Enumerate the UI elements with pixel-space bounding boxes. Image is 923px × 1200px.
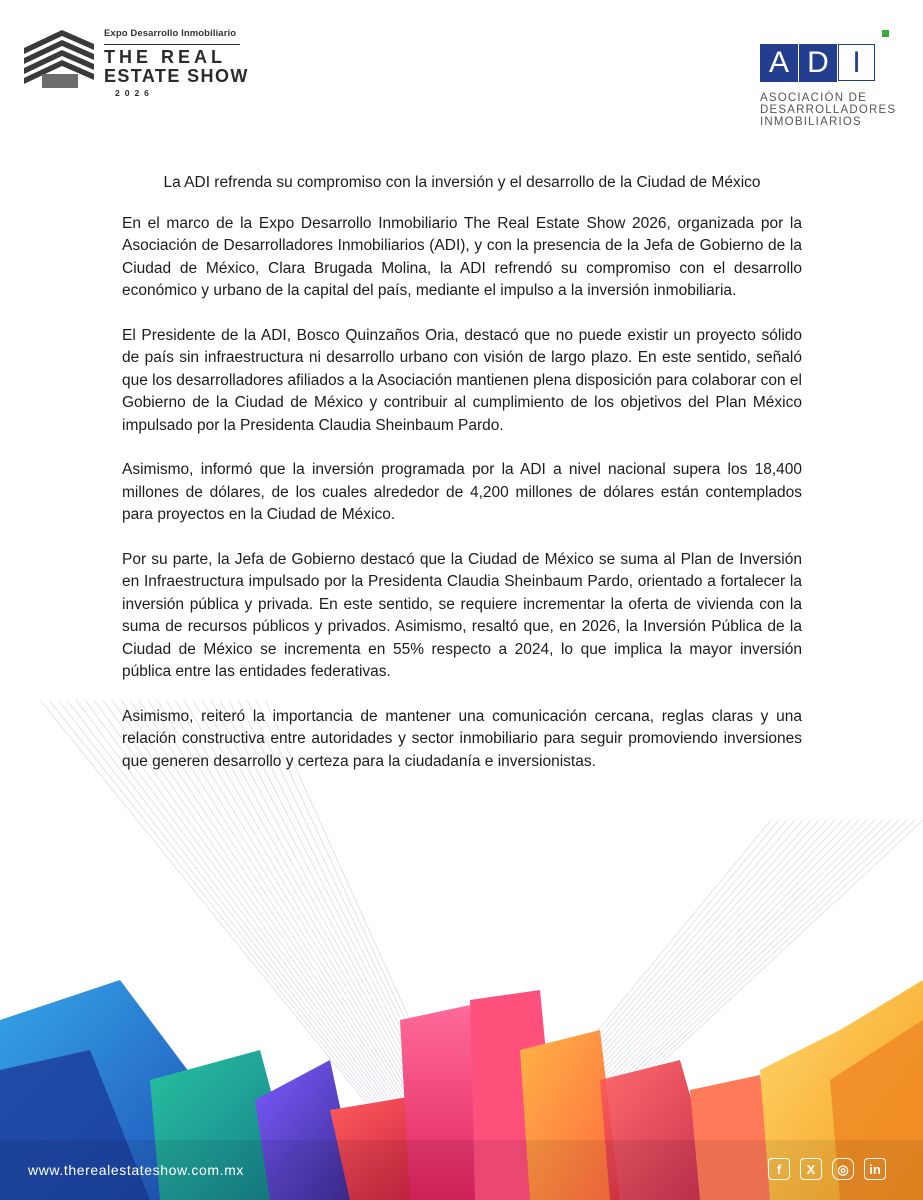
linkedin-icon[interactable]: in bbox=[864, 1158, 886, 1180]
paragraph-4: Por su parte, la Jefa de Gobierno destacó que la Ciudad de México se suma al Plan de Inversión en Infraestructura impulsado por la Presidenta Claudia Sheinbaum Pardo, orientado a fortalecer la inversión pública y privada. En este sentido, se requiere incrementar la oferta de vivienda con la suma de recursos públicos y privados. Asimismo, resaltó que, en 2026, la Inversión Pública de la Ciudad de México se incrementa en 55% respecto a 2024, lo que implica la mayor inversión pública entre las entidades federativas. bbox=[122, 550, 802, 680]
green-square-icon bbox=[882, 30, 889, 37]
paragraph-5: Asimismo, reiteró la importancia de mantener una comunicación cercana, reglas claras y una relación constructiva entre autoridades y sector inmobiliario para seguir promoviendo inversiones que generen desarrollo y certeza para la ciudadanía e inversionistas. bbox=[122, 707, 802, 770]
press-release-body bbox=[122, 172, 802, 795]
building-stripes-icon bbox=[22, 28, 96, 90]
logo-line-2: ESTATE SHOW bbox=[104, 66, 249, 86]
logo-divider bbox=[104, 44, 240, 45]
adi-logo bbox=[758, 30, 897, 140]
adi-letter-d: D bbox=[799, 44, 837, 82]
x-icon[interactable]: X bbox=[800, 1158, 822, 1180]
logo-year: 2026 bbox=[115, 88, 154, 98]
logo-line-1: THE REAL bbox=[104, 47, 226, 67]
paragraph-2: El Presidente de la ADI, Bosco Quinzaños Oria, destacó que no puede existir un proyecto sólido de país sin infraestructura ni desarrollo urbano con visión de largo plazo. En este sentido, señaló que los desarrolladores afiliados a la Asociación mantienen plena disposición para colaborar con el Gobierno de la Ciudad de México y contribuir al cumplimiento de los objetivos del Plan México impulsado por la Presidenta Claudia Sheinbaum Pardo. bbox=[122, 326, 802, 434]
real-estate-show-logo bbox=[22, 22, 249, 102]
adi-letter-a: A bbox=[760, 44, 798, 82]
adi-name-line-3: INMOBILIARIOS bbox=[760, 116, 862, 128]
adi-name bbox=[760, 92, 896, 128]
paragraph-1: En el marco de la Expo Desarrollo Inmobiliario The Real Estate Show 2026, organizada por la Asociación de Desarrolladores Inmobiliarios (ADI), y con la presencia de la Jefa de Gobierno de la Ciudad de México, Clara Brugada Molina, la ADI refrendó su compromiso con el desarrollo económico y urbano de la capital del país, mediante el impulso a la inversión inmobiliaria. bbox=[122, 214, 802, 299]
facebook-icon[interactable]: f bbox=[768, 1158, 790, 1180]
adi-name-line-1: ASOCIACIÓN DE bbox=[760, 92, 867, 104]
instagram-icon[interactable]: ◎ bbox=[832, 1158, 854, 1180]
social-links bbox=[768, 1158, 886, 1180]
adi-name-line-2: DESARROLLADORES bbox=[760, 104, 897, 116]
website-link[interactable]: www.therealestateshow.com.mx bbox=[28, 1162, 244, 1178]
paragraph-3: Asimismo, informó que la inversión programada por la ADI a nivel nacional supera los 18,400 millones de dólares, de los cuales alrededor de 4,200 millones de dólares están contemplados para proyectos en la Ciudad de México. bbox=[122, 461, 802, 523]
expo-label: Expo Desarrollo Inmobiliario bbox=[104, 28, 237, 39]
press-release-title: La ADI refrenda su compromiso con la inversión y el desarrollo de la Ciudad de México bbox=[163, 174, 761, 191]
adi-letter-i: I bbox=[838, 44, 875, 81]
